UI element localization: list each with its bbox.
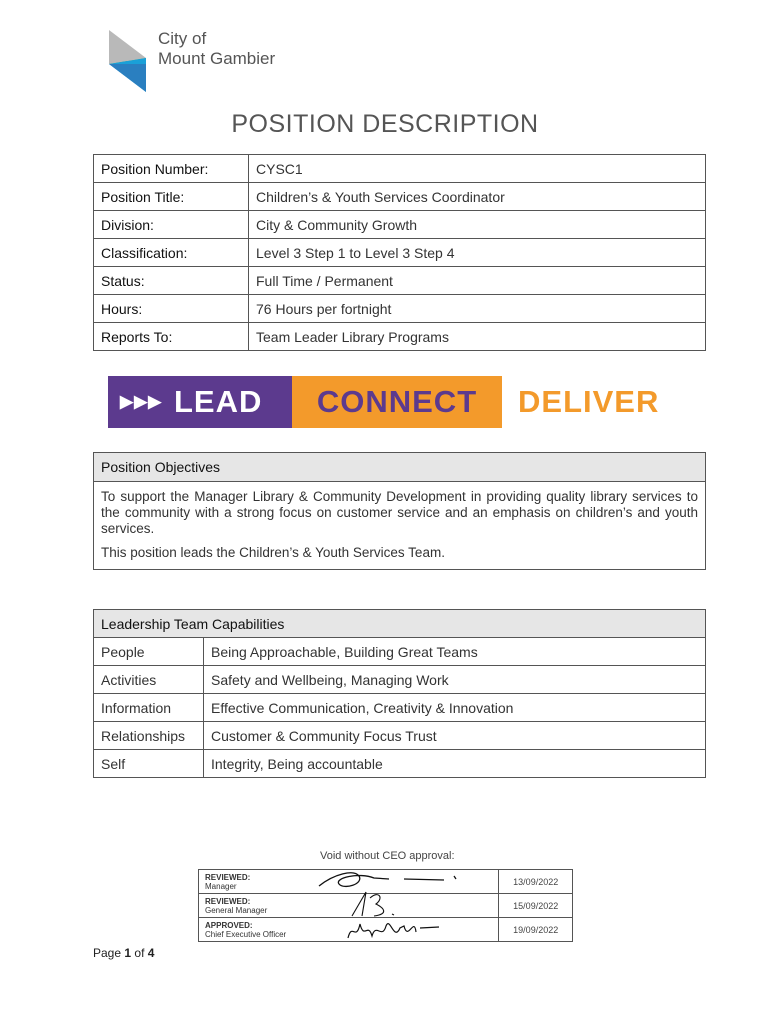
row-label: Classification: <box>94 239 249 267</box>
document-title: POSITION DESCRIPTION <box>231 110 539 138</box>
approval-date: 15/09/2022 <box>499 894 573 918</box>
capability-value: Customer & Community Focus Trust <box>204 722 706 750</box>
row-label: Reports To: <box>94 323 249 351</box>
page-of: of <box>134 946 145 960</box>
page-total: 4 <box>147 946 155 960</box>
row-value: Level 3 Step 1 to Level 3 Step 4 <box>249 239 706 267</box>
table-row <box>94 638 706 666</box>
leadership-capabilities-table <box>93 609 706 778</box>
banner-lead <box>108 376 292 428</box>
capability-key: Activities <box>94 666 204 694</box>
city-logo-text <box>158 29 275 69</box>
capability-value: Safety and Wellbeing, Managing Work <box>204 666 706 694</box>
approval-date: 13/09/2022 <box>499 870 573 894</box>
approval-role: Chief Executive Officer <box>205 929 287 939</box>
table-row <box>94 295 706 323</box>
row-value: Children’s & Youth Services Coordinator <box>249 183 706 211</box>
table-row <box>94 239 706 267</box>
approval-table <box>198 869 573 942</box>
objectives-paragraph: This position leads the Children’s & Youth Services Team. <box>101 545 445 560</box>
approval-title: APPROVED: <box>205 920 253 930</box>
section-body <box>94 482 705 569</box>
table-row <box>94 267 706 295</box>
page-number <box>93 946 154 960</box>
table-row <box>94 666 706 694</box>
table-header-row <box>94 610 706 638</box>
page-prefix: Page <box>93 946 122 960</box>
row-value: CYSC1 <box>249 155 706 183</box>
table-row <box>94 155 706 183</box>
approval-title: REVIEWED: <box>205 872 251 882</box>
approval-role: General Manager <box>205 905 268 915</box>
table-row <box>94 183 706 211</box>
logo-line-2: Mount Gambier <box>158 49 276 68</box>
row-value: Full Time / Permanent <box>249 267 706 295</box>
row-label: Position Number: <box>94 155 249 183</box>
row-label: Division: <box>94 211 249 239</box>
page-current: 1 <box>124 946 132 960</box>
section-heading: Position Objectives <box>94 453 705 482</box>
city-logo-mark-icon <box>108 28 150 100</box>
approval-date: 19/09/2022 <box>499 918 573 942</box>
capability-key: People <box>94 638 204 666</box>
logo-line-1: City of <box>158 29 207 48</box>
capability-value: Integrity, Being accountable <box>204 750 706 778</box>
approval-title: REVIEWED: <box>205 896 251 906</box>
table-row <box>94 750 706 778</box>
signature-icon <box>344 912 444 946</box>
banner-connect: CONNECT <box>292 376 502 428</box>
banner-deliver: DELIVER <box>518 384 660 419</box>
approval-note: Void without CEO approval: <box>320 850 455 862</box>
approval-row <box>199 918 573 942</box>
triple-arrow-icon: ▶▶▶ <box>120 392 163 411</box>
approval-role: Manager <box>205 881 237 891</box>
capability-value: Effective Communication, Creativity & Innovation <box>204 694 706 722</box>
position-details-table <box>93 154 706 351</box>
capability-key: Self <box>94 750 204 778</box>
row-label: Status: <box>94 267 249 295</box>
row-value: City & Community Growth <box>249 211 706 239</box>
table-row <box>94 722 706 750</box>
row-label: Hours: <box>94 295 249 323</box>
city-logo <box>108 28 308 100</box>
approval-role-cell <box>199 918 499 942</box>
table-row <box>94 694 706 722</box>
row-label: Position Title: <box>94 183 249 211</box>
row-value: 76 Hours per fortnight <box>249 295 706 323</box>
section-heading: Leadership Team Capabilities <box>94 610 706 638</box>
objectives-paragraph: To support the Manager Library & Community Development in providing quality library services to the community with a strong focus on customer service and an emphasis on children’s and youth services. <box>101 489 698 536</box>
lead-connect-deliver-banner <box>108 376 688 428</box>
row-value: Team Leader Library Programs <box>249 323 706 351</box>
position-objectives-section <box>93 452 706 570</box>
capability-key: Information <box>94 694 204 722</box>
capability-value: Being Approachable, Building Great Teams <box>204 638 706 666</box>
capability-key: Relationships <box>94 722 204 750</box>
table-row <box>94 211 706 239</box>
banner-lead-text: LEAD <box>174 384 263 419</box>
table-row <box>94 323 706 351</box>
